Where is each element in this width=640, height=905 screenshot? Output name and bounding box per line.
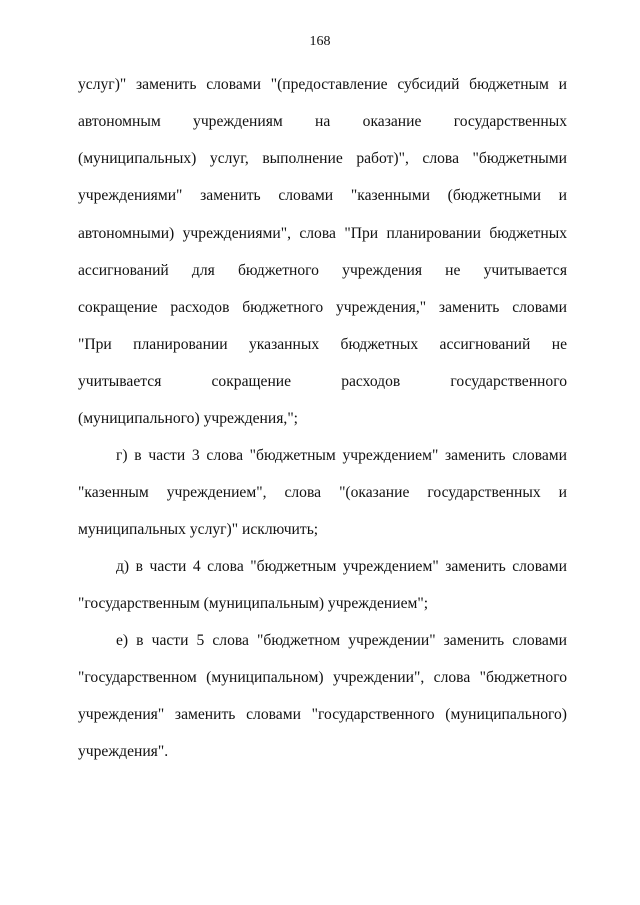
text-line: услуг)" заменить словами "(предоставление субсидий бюджетным и	[78, 76, 567, 93]
text-line-item-g: г) в части 3 слова "бюджетным учреждением" заменить словами	[116, 447, 567, 464]
text-line: учреждениями" заменить словами "казенными (бюджетными и	[78, 187, 567, 204]
text-line: "государственным (муниципальным) учреждением";	[78, 595, 429, 612]
text-line: учреждения".	[78, 743, 169, 760]
text-line: ассигнований для бюджетного учреждения не учитывается	[78, 262, 567, 279]
text-line: (муниципального) учреждения,";	[78, 410, 299, 427]
text-line: учреждения" заменить словами "государственного (муниципального)	[78, 706, 567, 723]
text-line: (муниципальных) услуг, выполнение работ)", слова "бюджетными	[78, 150, 567, 167]
text-line: "При планировании указанных бюджетных ассигнований не	[78, 336, 567, 353]
text-line: сокращение расходов бюджетного учреждения," заменить словами	[78, 299, 567, 316]
text-line: муниципальных услуг)" исключить;	[78, 521, 319, 538]
text-line: "казенным учреждением", слова "(оказание государственных и	[78, 484, 567, 501]
text-line: автономными) учреждениями", слова "При планировании бюджетных	[78, 225, 567, 242]
text-line-item-d: д) в части 4 слова "бюджетным учреждением" заменить словами	[116, 558, 567, 575]
page-number: 168	[309, 34, 331, 49]
text-line: учитывается сокращение расходов государственного	[78, 373, 567, 390]
text-line: "государственном (муниципальном) учреждении", слова "бюджетного	[78, 669, 567, 686]
text-line-item-e: е) в части 5 слова "бюджетном учреждении" заменить словами	[116, 632, 567, 649]
text-line: автономным учреждениям на оказание государственных	[78, 113, 567, 130]
